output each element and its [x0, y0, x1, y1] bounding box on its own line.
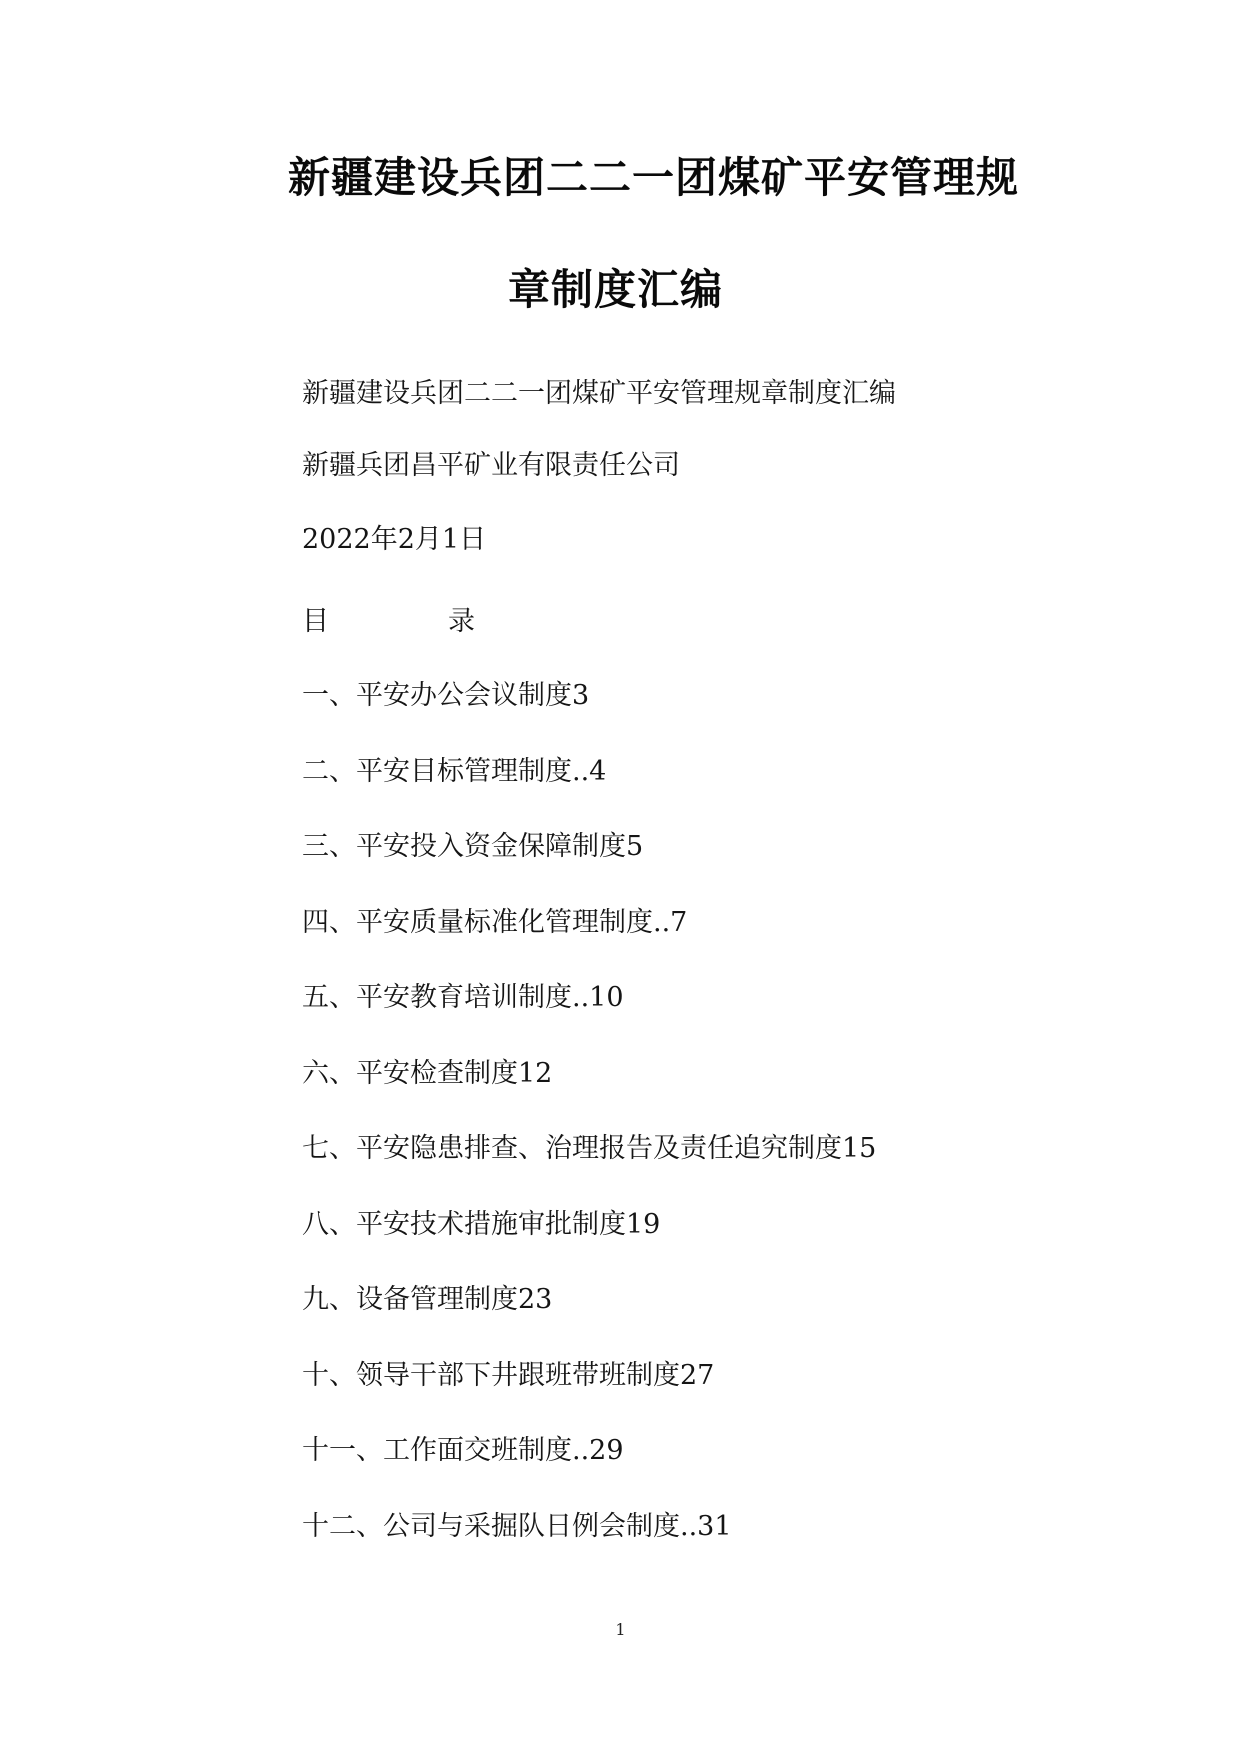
toc-heading-left: 目 [302, 606, 329, 637]
toc-item: 九、设备管理制度23 [302, 1284, 553, 1315]
toc-heading-right: 录 [448, 606, 475, 637]
table-of-contents [302, 678, 876, 1584]
page-number: 1 [615, 1620, 626, 1639]
toc-item: 五、平安教育培训制度..10 [302, 982, 624, 1013]
document-date: 2022年2月1日 [302, 524, 487, 555]
toc-item: 六、平安检查制度12 [302, 1057, 553, 1089]
toc-item: 十一、工作面交班制度..29 [302, 1435, 624, 1466]
toc-item: 八、平安技术措施审批制度19 [302, 1208, 661, 1240]
toc-item: 十二、公司与采掘队日例会制度..31 [302, 1510, 732, 1542]
document-title-line-1: 新疆建设兵团二二一团煤矿平安管理规 [288, 153, 1020, 202]
document-title-line-2: 章制度汇编 [508, 265, 724, 314]
document-subtitle: 新疆建设兵团二二一团煤矿平安管理规章制度汇编 [302, 378, 896, 409]
company-name: 新疆兵团昌平矿业有限责任公司 [302, 450, 680, 481]
toc-item: 二、平安目标管理制度..4 [302, 755, 607, 787]
toc-item: 十、领导干部下井跟班带班制度27 [302, 1359, 715, 1391]
toc-item: 四、平安质量标准化管理制度..7 [302, 906, 688, 938]
toc-item: 七、平安隐患排查、治理报告及责任追究制度15 [302, 1133, 877, 1164]
toc-item: 一、平安办公会议制度3 [302, 680, 590, 711]
toc-item: 三、平安投入资金保障制度5 [302, 831, 644, 862]
